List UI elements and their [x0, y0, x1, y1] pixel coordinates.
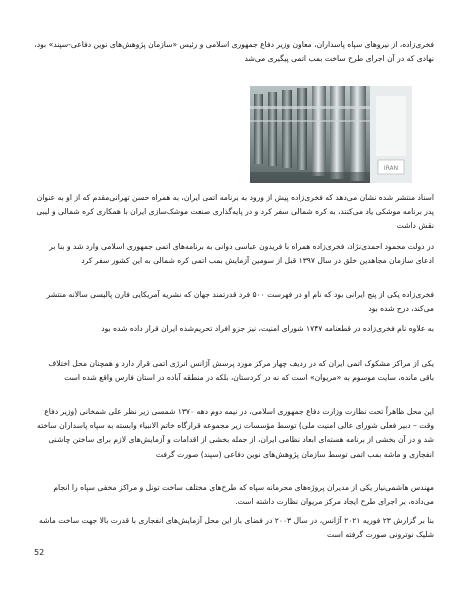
- paragraph-3: در دولت محمود احمدی‌نژاد، فخری‌زاده همراه با فریدون عباسی دوانی به برنامه‌های اتمی جمهوری اسلامی وارد شد و بنا بر ادعای سازمان مجاهدین خلق در سال ۱۳۹۷ قبل از سومین آزمایش بمب اتمی کره شمالی به این کشور سفر کرد: [49, 242, 434, 266]
- paragraph-4: فخری‌زاده یکی از پنج ایرانی بود که نام او در فهرست ۵۰۰ فرد قدرتمند جهان که نشریه آمریکایی فارن پالیسی سالانه منتشر می‌کند، درج شده بود: [46, 290, 434, 314]
- paragraph-5: به علاوه نام فخری‌زاده در قطعنامه ۱۷۴۷ شورای امنیت، نیز جزو افراد تحریم‌شده ایران قرار داده شده بود: [101, 324, 434, 333]
- centrifuge-photo-illustration: [250, 86, 412, 183]
- paragraph-2: اسناد منتشر شده نشان می‌دهد که فخری‌زاده پیش از ورود به برنامه اتمی ایران، به همراه حسن تهرانی‌مقدم که از او به عنوان پدر برنامه موشکی یاد می‌کنند، به کره شمالی سفر کرد و در پایه‌گذاری صنعت موشک‌سازی ایران با همکاری کره شمالی و لیبی نقش داشت: [36, 193, 434, 231]
- paragraph-7: این محل ظاهراً تحت نظارت وزارت دفاع جمهوری اسلامی، در نیمه دوم دهه ۱۳۷۰ شمسی زیر نظر علی شمخانی (وزیر دفاع وقت – دبیر فعلی شورای عالی امنیت ملی) توسط مؤسسات زیر مجموعه قرارگاه خاتم الانبیاء وابسته به سپاه پاسداران ساخته شد و در آن بخشی از برنامه هسته‌ای ابعاد نظامی ایران، از جمله بخشی از اقدامات و آزمایش‌های لازم برای ساختن چاشنی انفجاری و ماشه بمب اتمی توسط سازمان پژوهش‌های نوین دفاعی (سپند) صورت گرفت: [37, 407, 434, 459]
- centrifuge-photo: [250, 86, 412, 183]
- paragraph-1: فخری‌زاده، از نیروهای سپاه پاسداران، معاون وزیر دفاع جمهوری اسلامی و رئیس «سازمان پژوهش‌های نوین دفاعی-سپند» بود، نهادی که در آن اجرای طرح ساخت بمب اتمی پیگیری می‌شد: [34, 40, 434, 64]
- page-number: 52: [34, 548, 45, 557]
- photo-caption: IRAN: [383, 165, 399, 172]
- paragraph-8: مهندس هاشمی‌نیار یکی از مدیران پروژه‌های محرمانه سپاه که طرح‌های مختلف ساخت تونل و مراکز مخفی سپاه را انجام می‌داده، بر اجرای طرح ایجاد مرکز مریوان نظارت داشته است.: [53, 483, 434, 507]
- paragraph-9: بنا بر گزارش ۲۳ فوریه ۲۰۲۱ آژانس، در سال ۲۰۰۳ در فضای باز این محل آزمایش‌های انفجاری با قدرت بالا جهت ساخت ماشه شلیک نوترونی صورت گرفته است: [39, 516, 434, 540]
- paragraph-6: یکی از مراکز مشکوک اتمی ایران که در ردیف چهار مرکز مورد پرسش آژانس انرژی اتمی قرار دارد و همچنان محل اختلاف باقی مانده، سایت موسوم به «مریوان» است که نه در کردستان، بلکه در منطقه آباده در استان فارس واقع شده است: [48, 359, 434, 383]
